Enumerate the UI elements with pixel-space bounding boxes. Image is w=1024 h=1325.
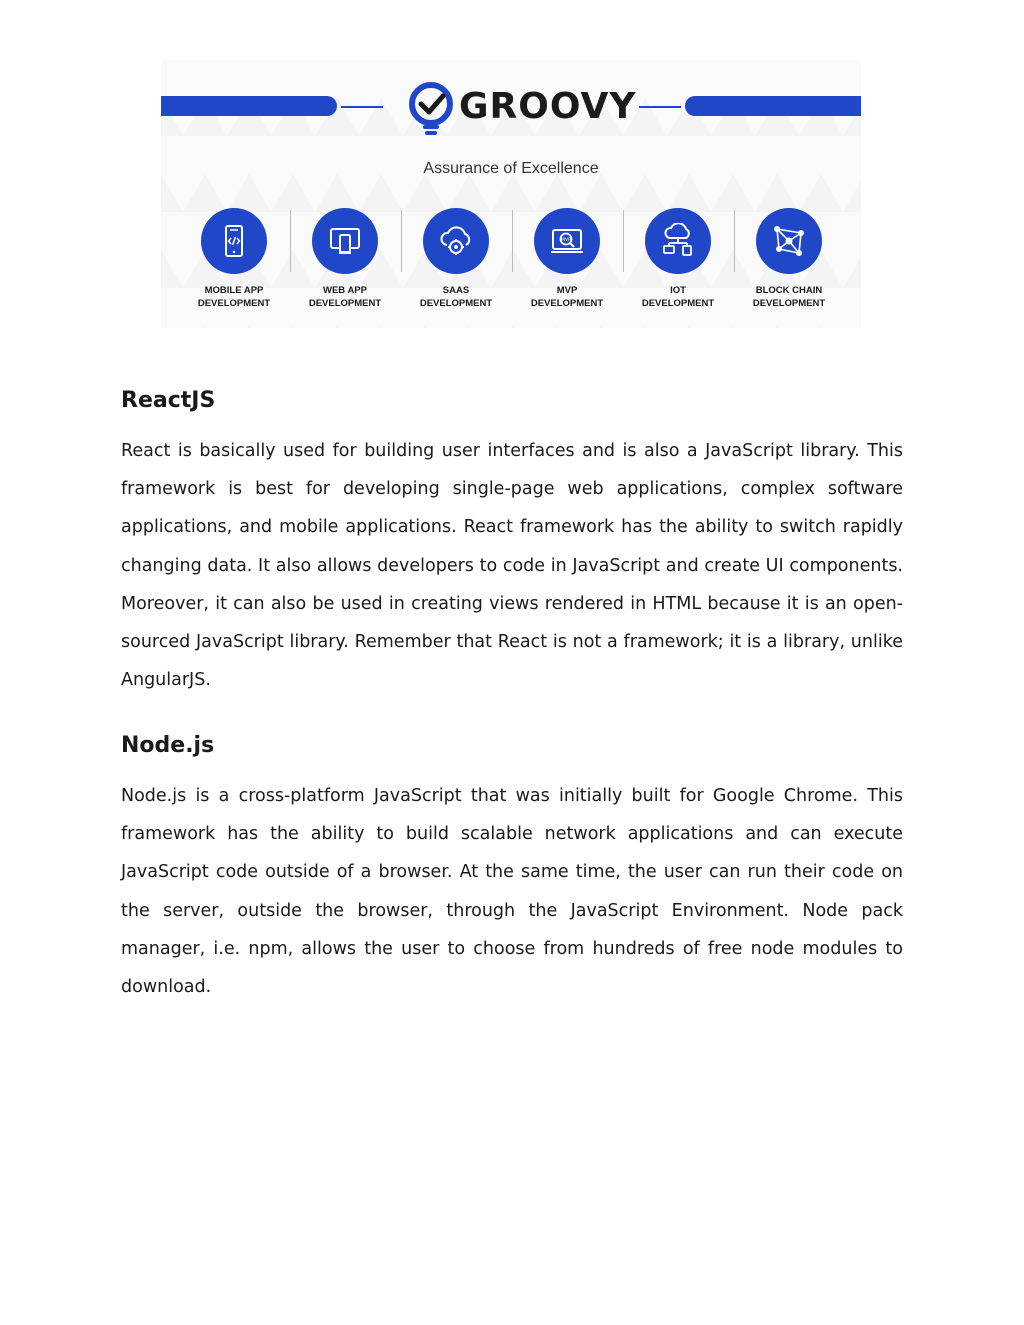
blockchain-nodes-icon: [771, 223, 807, 259]
service-label: BLOCK CHAIN DEVELOPMENT: [752, 285, 826, 309]
code-phone-icon: [216, 223, 252, 259]
service-icon-circle: [534, 208, 600, 274]
service-label: MOBILE APP DEVELOPMENT: [197, 285, 271, 309]
service-mvp: [512, 208, 622, 318]
service-icon-circle: [201, 208, 267, 274]
service-label: IOT DEVELOPMENT: [641, 285, 715, 309]
groovy-banner: [161, 60, 861, 328]
cloud-network-icon: [660, 223, 696, 259]
decorative-line-left: [341, 106, 383, 108]
service-icon-circle: [645, 208, 711, 274]
groovy-logo: [407, 82, 637, 138]
svg-text:MVP: MVP: [561, 238, 571, 243]
decorative-bar-right: [685, 96, 861, 116]
service-label: SAAS DEVELOPMENT: [419, 285, 493, 309]
cloud-gear-icon: [438, 223, 474, 259]
service-label: WEB APP DEVELOPMENT: [308, 285, 382, 309]
tagline: Assurance of Excellence: [423, 160, 599, 177]
service-iot: [623, 208, 733, 318]
services-row: [179, 208, 843, 318]
bulb-check-icon: [407, 82, 455, 138]
service-web-app: [290, 208, 400, 318]
service-block-chain: [734, 208, 844, 318]
decorative-line-right: [639, 106, 681, 108]
section-heading-nodejs: Node.js: [121, 733, 215, 758]
brand-name: GROOVY: [459, 86, 637, 127]
section-body-nodejs: Node.js is a cross-platform JavaScript that was initially built for Google Chrome. This framework has the ability to build scalable network applications and can execute JavaScript code outside of a browser. At the same time, the user can run their code on the server, outside the browser, through the JavaScript Environment. Node pack manager, i.e. npm, allows the user to choose from hundreds of free node modules to download.: [121, 786, 903, 998]
service-saas: [401, 208, 511, 318]
service-icon-circle: [756, 208, 822, 274]
service-label: MVP DEVELOPMENT: [530, 285, 604, 309]
service-icon-circle: [423, 208, 489, 274]
section-heading-reactjs: ReactJS: [121, 388, 216, 413]
section-body-reactjs: React is basically used for building user interfaces and is also a JavaScript library. This framework is best for developing single-page web applications, complex software applications, and mobile applications. React framework has the ability to switch rapidly changing data. It also allows developers to code in JavaScript and create UI components. Moreover, it can also be used in creating views rendered in HTML because it is an open-sourced JavaScript library. Remember that React is not a framework; it is a library, unlike AngularJS.: [121, 441, 903, 691]
mvp-monitor-icon: [549, 223, 585, 259]
service-icon-circle: [312, 208, 378, 274]
decorative-bar-left: [161, 96, 337, 116]
service-mobile-app: [179, 208, 289, 318]
devices-icon: [327, 223, 363, 259]
